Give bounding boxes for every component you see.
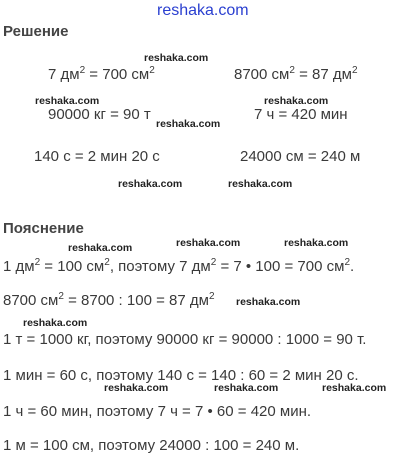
explanation-heading: Пояснение <box>3 220 84 237</box>
solution-equation: 7 ч = 420 мин <box>254 106 348 123</box>
watermark: reshaka.com <box>322 382 387 394</box>
watermark: reshaka.com <box>214 382 279 394</box>
solution-equation: 7 $дм^2 = 700$ $см^2$ <box>48 65 155 83</box>
watermark: reshaka.com <box>35 95 100 107</box>
explanation-line: 1 т = 1000 кг, поэтому 90000 кг = 90000 : 1000 = 90 т. <box>3 331 367 348</box>
site-logo[interactable]: reshaka.com <box>157 2 249 19</box>
watermark: reshaka.com <box>236 296 301 308</box>
watermark: reshaka.com <box>104 382 169 394</box>
solution-equation: 140 с = 2 мин 20 с <box>34 148 160 165</box>
explanation-line: 8700 $см^2 = 8700$ : 100 = 87 $дм^2$ <box>3 291 215 309</box>
watermark: reshaka.com <box>176 237 241 249</box>
explanation-line: 1 мин = 60 с, поэтому 140 с = 140 : 60 = 2 мин 20 с. <box>3 367 359 384</box>
watermark: reshaka.com <box>68 242 133 254</box>
watermark: reshaka.com <box>118 178 183 190</box>
watermark: reshaka.com <box>264 95 329 107</box>
solution-heading: Решение <box>3 23 69 40</box>
watermark: reshaka.com <box>23 317 88 329</box>
watermark: reshaka.com <box>284 237 349 249</box>
solution-equation: 24000 см = 240 м <box>240 148 361 165</box>
solution-equation: 90000 кг = 90 т <box>48 106 151 123</box>
watermark: reshaka.com <box>144 52 209 64</box>
explanation-line: 1 м = 100 см, поэтому 24000 : 100 = 240 м. <box>3 437 300 454</box>
explanation-line: 1 ч = 60 мин, поэтому 7 ч = 7 • 60 = 420 мин. <box>3 403 312 420</box>
explanation-line: 1 $дм^2 = 100$ $см^2$, поэтому 7 $дм^2 = 7$ • 100 = 700 $см^2$. <box>3 257 355 275</box>
solution-equation: 8700 $см^2 = 87$ $дм^2$ <box>234 65 358 83</box>
watermark: reshaka.com <box>156 118 221 130</box>
watermark: reshaka.com <box>228 178 293 190</box>
